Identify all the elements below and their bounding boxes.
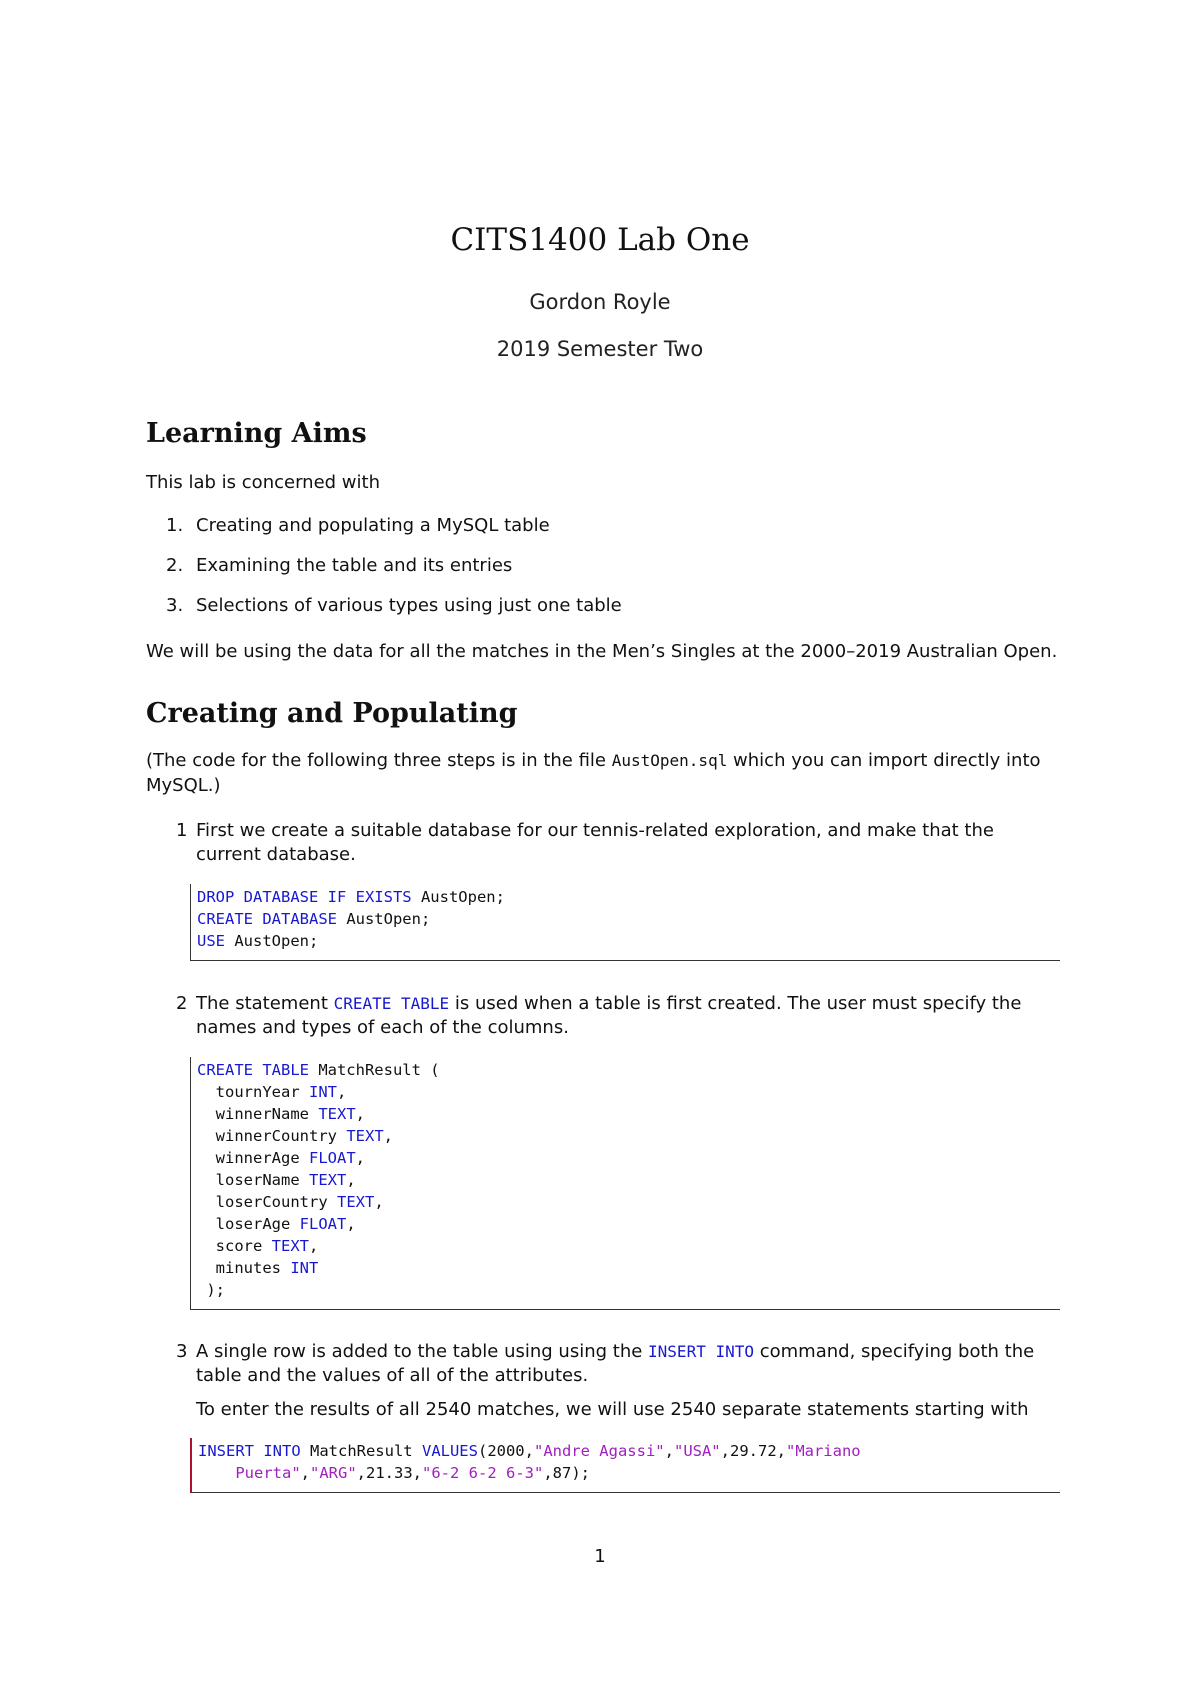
code-line: winnerAge FLOAT, bbox=[215, 1149, 366, 1167]
code-line: score TEXT, bbox=[215, 1237, 319, 1255]
code-line: ); bbox=[206, 1281, 226, 1299]
step-text: The statement CREATE TABLE is used when a table is first created. The user must specify the names and types of each of the columns. bbox=[196, 993, 1022, 1038]
list-text: Examining the table and its entries bbox=[196, 555, 513, 576]
filename: AustOpen.sql bbox=[611, 751, 728, 770]
list-item bbox=[166, 555, 512, 576]
section-heading-learning-aims: Learning Aims bbox=[146, 418, 367, 449]
step-2 bbox=[176, 992, 1056, 1040]
code-line: loserCountry TEXT, bbox=[215, 1193, 384, 1211]
aims-intro: This lab is concerned with bbox=[146, 472, 380, 493]
code-line: minutes INT bbox=[215, 1259, 319, 1277]
code-line: winnerName TEXT, bbox=[215, 1105, 365, 1123]
code-line: INSERT INTO MatchResult VALUES(2000,"Andre Agassi","USA",29.72,"Mariano bbox=[198, 1442, 861, 1460]
code-line: USE AustOpen; bbox=[197, 932, 319, 950]
step-text: A single row is added to the table using using the INSERT INTO command, specifying both the table and the values of all of the attributes. bbox=[196, 1341, 1035, 1386]
step-text: First we create a suitable database for our tennis-related exploration, and make that the current database. bbox=[196, 820, 994, 865]
page-number: 1 bbox=[594, 1546, 606, 1567]
code-line: Puerta","ARG",21.33,"6-2 6-2 6-3",87); bbox=[235, 1464, 590, 1482]
list-text: Creating and populating a MySQL table bbox=[196, 515, 550, 536]
code-line: CREATE DATABASE AustOpen; bbox=[197, 910, 431, 928]
date: 2019 Semester Two bbox=[496, 337, 704, 361]
code-line: loserName TEXT, bbox=[215, 1171, 356, 1189]
code-line: DROP DATABASE IF EXISTS AustOpen; bbox=[197, 888, 505, 906]
author: Gordon Royle bbox=[529, 290, 671, 314]
code-line: loserAge FLOAT, bbox=[215, 1215, 356, 1233]
aims-outro: We will be using the data for all the matches in the Men’s Singles at the 2000–2019 Australian Open. bbox=[146, 641, 1058, 662]
step-number: 3 bbox=[176, 1341, 188, 1362]
list-number: 2. bbox=[166, 555, 184, 576]
list-item bbox=[166, 515, 550, 536]
inline-code: CREATE TABLE bbox=[333, 994, 450, 1013]
code-block-create-database bbox=[190, 884, 1060, 961]
code-block-create-table bbox=[190, 1057, 1060, 1310]
document-title: CITS1400 Lab One bbox=[450, 222, 750, 258]
inline-code: INSERT INTO bbox=[648, 1342, 754, 1361]
step-number: 1 bbox=[176, 820, 188, 841]
code-block-insert bbox=[190, 1438, 1060, 1493]
step-3 bbox=[176, 1340, 1056, 1388]
list-text: Selections of various types using just one table bbox=[196, 595, 622, 616]
code-line: tournYear INT, bbox=[215, 1083, 347, 1101]
list-number: 3. bbox=[166, 595, 184, 616]
step-1 bbox=[176, 819, 1056, 867]
step-3-continuation: To enter the results of all 2540 matches, we will use 2540 separate statements starting with bbox=[196, 1399, 1029, 1420]
section-heading-creating: Creating and Populating bbox=[146, 698, 518, 729]
code-line: winnerCountry TEXT, bbox=[215, 1127, 393, 1145]
list-item bbox=[166, 595, 622, 616]
code-line: CREATE TABLE MatchResult ( bbox=[197, 1061, 440, 1079]
list-number: 1. bbox=[166, 515, 184, 536]
creating-note: (The code for the following three steps is in the file AustOpen.sql which you can import directly into MySQL.) bbox=[146, 750, 1041, 796]
step-number: 2 bbox=[176, 993, 188, 1014]
